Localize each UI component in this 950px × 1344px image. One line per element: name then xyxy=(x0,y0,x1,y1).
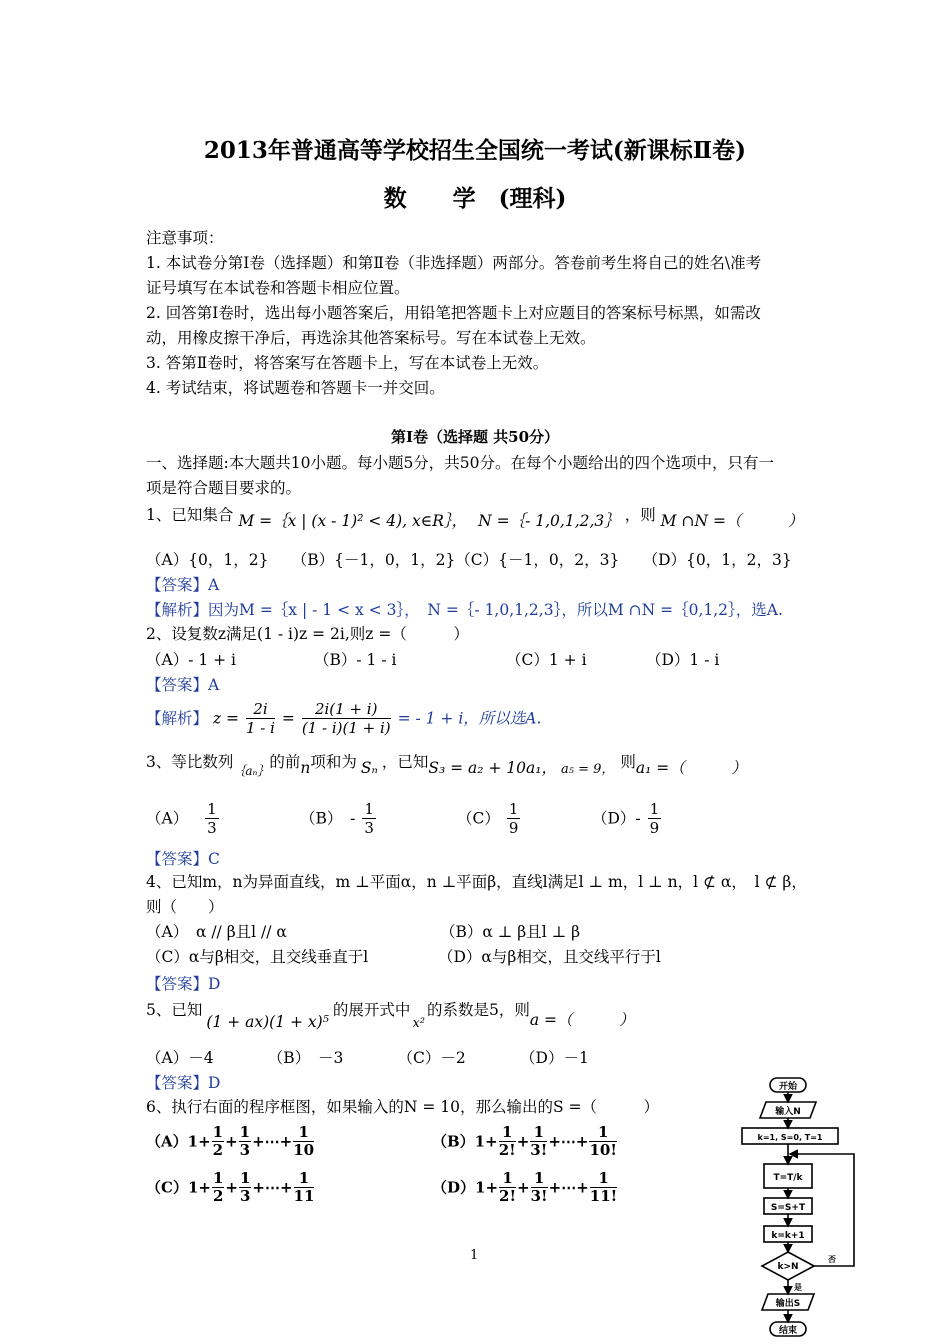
q3-option-d xyxy=(592,800,663,844)
q1-answer xyxy=(146,575,219,595)
q3-eq2: a₅ = 9， xyxy=(561,762,615,777)
q1-stem-text: ，则 xyxy=(624,506,656,524)
q2-option-d: （D）1 - i xyxy=(646,651,720,669)
q6-option-b xyxy=(432,1124,618,1166)
analysis-text: 因为M =｛x | - 1 < x < 3｝， N =｛- 1,0,1,2,3｝，所以M ∩N =｛0,1,2｝，选A. xyxy=(208,601,783,619)
fraction-denominator: 9 xyxy=(508,819,519,837)
option-label: （C）1+ xyxy=(146,1178,211,1197)
q4-option-c: （C）α与β相交，且交线垂直于l xyxy=(146,948,369,966)
exam-subtitle: 数 学 (理科) xyxy=(383,185,567,212)
option-label: （A）1+ xyxy=(146,1132,211,1151)
flow-init-label: k=1, S=0, T=1 xyxy=(757,1133,823,1142)
q4-stem-2: 则（ ） xyxy=(146,898,224,916)
q3-sn: Sₙ xyxy=(360,759,378,777)
option-label: （D）1+ xyxy=(432,1178,499,1197)
q4-option-b: （B）α ⊥ β且l ⊥ β xyxy=(440,923,581,941)
q6-option-a xyxy=(146,1124,315,1166)
analysis-tag: 【解析】 xyxy=(146,601,209,619)
q6-fraction xyxy=(212,1124,224,1159)
q1-set-n: N =｛- 1,0,1,2,3｝ xyxy=(478,512,620,530)
plus-sign: + xyxy=(517,1178,530,1197)
option-label: （B） - xyxy=(300,809,356,828)
q5-x2: x² xyxy=(412,1016,425,1031)
notes-item: 证号填写在本试卷和答题卡相应位置。 xyxy=(146,279,410,297)
notes-item: 1. 本试卷分第Ⅰ卷（选择题）和第Ⅱ卷（非选择题）两部分。答卷前考生将自己的姓名\准考 xyxy=(146,254,762,272)
fraction-denominator: 11! xyxy=(589,1187,618,1205)
fraction-denominator: 10 xyxy=(293,1141,315,1159)
answer-tag: 【答案】 xyxy=(146,850,209,868)
option-label: （C） xyxy=(457,809,500,828)
option-label: （B）1+ xyxy=(432,1132,498,1151)
flow-output-label: 输出S xyxy=(775,1299,801,1309)
fraction-denominator: 3 xyxy=(239,1187,251,1205)
exam-title: 2013年普通高等学校招生全国统一考试(新课标Ⅱ卷) xyxy=(203,137,747,164)
ellipsis: +⋯+ xyxy=(252,1178,293,1197)
q4-stem: 4、已知m，n为异面直线，m ⊥平面α，n ⊥平面β，直线l满足l ⊥ m，l ⊥ n，l ⊄ α， l ⊄ β， xyxy=(146,873,807,891)
notes-item: 2. 回答第Ⅰ卷时，选出每小题答案后，用铅笔把答题卡上对应题目的答案标号标黑，如需改 xyxy=(146,304,761,322)
fraction-denominator: 3 xyxy=(239,1141,251,1159)
q3-n: n xyxy=(300,759,311,777)
fraction-numerator: 1 xyxy=(294,1170,315,1188)
q4-option-a: （A） α // β且l // α xyxy=(146,923,287,941)
flow-yes-label: 是 xyxy=(794,1283,802,1292)
option-label: （D）- xyxy=(592,809,641,828)
q3-fraction xyxy=(362,800,376,837)
analysis-tag: 【解析】 xyxy=(146,709,209,728)
answer-tag: 【答案】 xyxy=(146,975,209,993)
q3-text: 的前 xyxy=(269,753,301,771)
q3-fraction xyxy=(648,800,662,837)
program-flowchart xyxy=(736,1072,876,1344)
fraction-numerator: 1 xyxy=(239,1169,251,1187)
q3-stem xyxy=(146,752,747,778)
q1-options: （A）{0，1，2} （B）{－1，0，1，2}（C）{－1，0，2，3} （D）{0，1，2，3} xyxy=(146,551,792,569)
plus-sign: + xyxy=(225,1178,238,1197)
flow-no-label: 否 xyxy=(828,1255,836,1264)
q3-question: a₁ =（ ） xyxy=(635,759,747,777)
answer-value: A xyxy=(208,576,220,594)
page-number: 1 xyxy=(470,1248,479,1263)
q6-fraction xyxy=(590,1170,617,1205)
q6-fraction xyxy=(531,1170,548,1205)
fraction-numerator: 2i xyxy=(246,700,275,719)
flow-start-label: 开始 xyxy=(778,1082,798,1092)
q3-eq1: S₃ = a₂ + 10a₁， xyxy=(428,759,557,777)
notes-heading: 注意事项： xyxy=(146,229,224,247)
fraction-numerator: 1 xyxy=(212,1123,224,1141)
q3-option-c xyxy=(457,800,522,844)
fraction-denominator: 2! xyxy=(499,1187,517,1205)
fraction-denominator: 9 xyxy=(649,819,660,837)
ellipsis: +⋯+ xyxy=(252,1132,293,1151)
flow-k-label: k=k+1 xyxy=(771,1231,805,1241)
fraction-denominator: 2 xyxy=(212,1141,224,1159)
fraction-denominator: 3 xyxy=(207,819,217,837)
fraction-numerator: 1 xyxy=(212,1169,224,1187)
answer-value: A xyxy=(208,676,220,694)
flow-input-label: 输入N xyxy=(775,1107,801,1117)
fraction-numerator: 1 xyxy=(508,800,519,818)
fraction-numerator: 1 xyxy=(649,800,660,818)
fraction-denominator: 2! xyxy=(498,1141,516,1159)
q1-analysis xyxy=(146,600,783,620)
q6-fraction xyxy=(499,1124,516,1159)
q5-options: （A）－4 （B） －3 （C）－2 （D）－1 xyxy=(146,1049,589,1067)
q6-fraction xyxy=(499,1170,516,1205)
fraction-numerator: 1 xyxy=(531,1170,548,1188)
answer-value: D xyxy=(208,975,221,993)
fraction-numerator: 1 xyxy=(239,1123,251,1141)
section-intro: 项是符合题目要求的。 xyxy=(146,479,302,497)
q2-analysis-end: = - 1 + i，所以选A. xyxy=(397,709,542,728)
q2-fraction-2 xyxy=(302,700,391,737)
ellipsis: +⋯+ xyxy=(548,1178,589,1197)
fraction-denominator: 10! xyxy=(589,1141,617,1159)
fraction-numerator: 1 xyxy=(293,1124,314,1142)
q2-z-eq: z = xyxy=(212,709,240,728)
fraction-denominator: 3! xyxy=(530,1187,548,1205)
q2-eq: = xyxy=(281,709,295,728)
q1-question: M ∩N =（ ） xyxy=(660,512,804,530)
q6-stem: 6、执行右面的程序框图，如果输入的N = 10，那么输出的S =（ ） xyxy=(146,1098,660,1116)
answer-tag: 【答案】 xyxy=(146,576,209,594)
q5-text: 的系数是5，则 xyxy=(426,1001,530,1019)
q5-answer xyxy=(146,1073,220,1093)
q3-fraction xyxy=(507,800,521,837)
flow-s-label: S=S+T xyxy=(770,1203,806,1213)
q3-text: 项和为 xyxy=(310,753,357,771)
ellipsis: +⋯+ xyxy=(548,1132,589,1151)
plus-sign: + xyxy=(225,1132,238,1151)
q2-stem: 2、设复数z满足(1 - i)z = 2i,则z =（ ） xyxy=(146,625,469,643)
q3-text: 3、等比数列 xyxy=(146,753,234,771)
q5-text: 的展开式中 xyxy=(332,1001,411,1019)
answer-value: C xyxy=(208,850,220,868)
fraction-denominator: (1 - i)(1 + i) xyxy=(301,719,391,737)
fraction-numerator: 1 xyxy=(499,1124,516,1142)
q3-text: ，已知 xyxy=(381,753,429,771)
q6-fraction xyxy=(589,1124,616,1159)
q6-option-d xyxy=(432,1170,618,1212)
notes-item: 4. 考试结束，将试题卷和答题卡一并交回。 xyxy=(146,379,445,397)
fraction-denominator: 1 - i xyxy=(245,719,275,737)
q2-answer xyxy=(146,675,219,695)
q4-answer xyxy=(146,974,220,994)
q2-option-b: （B）- 1 - i xyxy=(314,651,397,669)
flow-end-label: 结束 xyxy=(778,1326,798,1336)
answer-value: D xyxy=(208,1074,221,1092)
q6-fraction xyxy=(239,1170,251,1205)
answer-tag: 【答案】 xyxy=(146,676,209,694)
q3-option-a xyxy=(146,800,221,844)
q1-stem xyxy=(146,505,804,530)
section-intro: 一、选择题:本大题共10小题。每小题5分，共50分。在每个小题给出的四个选项中，只有一 xyxy=(146,454,775,472)
q3-text: 则 xyxy=(620,753,636,771)
fraction-numerator: 2i(1 + i) xyxy=(302,700,391,719)
q5-text: 5、已知 xyxy=(146,1001,203,1019)
fraction-denominator: 3! xyxy=(530,1141,548,1159)
q4-option-d: （D）α与β相交，且交线平行于l xyxy=(438,948,661,966)
section-heading: 第Ⅰ卷（选择题 共50分） xyxy=(390,428,560,446)
q2-fraction-1 xyxy=(246,700,275,737)
q3-option-b xyxy=(300,800,378,844)
answer-tag: 【答案】 xyxy=(146,1074,209,1092)
q6-option-c xyxy=(146,1170,315,1212)
flow-t-label: T=T/k xyxy=(773,1173,803,1183)
plus-sign: + xyxy=(516,1132,530,1151)
fraction-numerator: 1 xyxy=(589,1124,616,1142)
q6-fraction xyxy=(293,1124,314,1159)
flow-cond-label: k>N xyxy=(777,1262,799,1272)
option-label: （A） xyxy=(146,809,189,828)
fraction-numerator: 1 xyxy=(590,1170,617,1188)
q3-fraction xyxy=(205,800,219,837)
q2-option-a: （A）- 1 + i xyxy=(146,651,237,669)
fraction-numerator: 1 xyxy=(530,1124,547,1142)
fraction-denominator: 2 xyxy=(212,1187,224,1205)
q3-answer xyxy=(146,849,220,869)
fraction-denominator: 11 xyxy=(293,1187,315,1205)
q5-stem xyxy=(146,1000,635,1031)
fraction-numerator: 1 xyxy=(207,800,217,818)
q1-stem-text: 1、已知集合 xyxy=(146,506,234,524)
q6-fraction xyxy=(239,1124,251,1159)
notes-item: 3. 答第Ⅱ卷时，将答案写在答题卡上，写在本试卷上无效。 xyxy=(146,354,549,372)
q5-expr: (1 + ax)(1 + x)⁵ xyxy=(206,1013,329,1031)
q5-question: a =（ ） xyxy=(529,1011,635,1029)
fraction-numerator: 1 xyxy=(364,800,374,818)
q6-fraction xyxy=(212,1170,224,1205)
q1-set-m: M =｛x | (x - 1)² < 4), x∈R｝， xyxy=(238,512,468,530)
q2-analysis xyxy=(146,700,541,744)
q6-fraction xyxy=(530,1124,547,1159)
notes-item: 动，用橡皮擦干净后，再选涂其他答案标号。写在本试卷上无效。 xyxy=(146,329,596,347)
q6-fraction xyxy=(294,1170,315,1205)
q3-seq: ｛aₙ｝ xyxy=(233,764,270,778)
q2-option-c: （C）1 + i xyxy=(506,651,587,669)
fraction-numerator: 1 xyxy=(499,1170,516,1188)
fraction-denominator: 3 xyxy=(364,819,374,837)
